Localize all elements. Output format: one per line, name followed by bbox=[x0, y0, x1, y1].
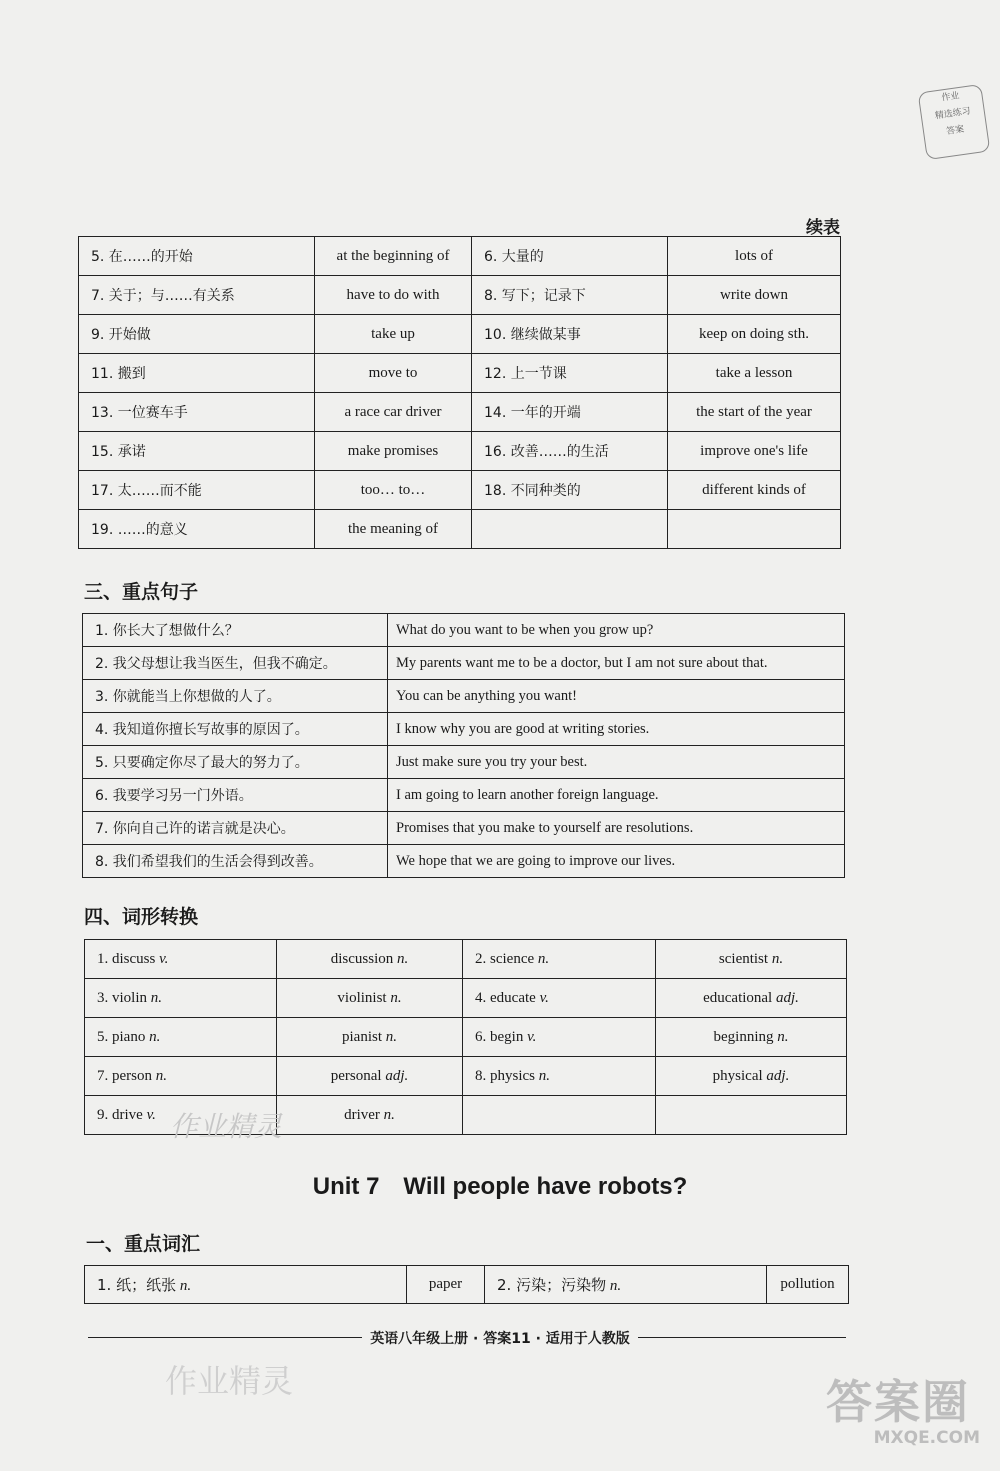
phrase-cn-cell: 10. 继续做某事 bbox=[472, 315, 668, 354]
question-cell bbox=[463, 1096, 656, 1135]
part-of-speech: v. bbox=[159, 950, 169, 967]
footer-text bbox=[0, 1328, 1000, 1348]
unit-title: Unit 7 Will people have robots? bbox=[312, 1173, 688, 1200]
question-cell bbox=[463, 1057, 656, 1096]
phrase-en-cell: at the beginning of bbox=[315, 237, 472, 276]
phrase-cn-cell: 13. 一位赛车手 bbox=[79, 393, 315, 432]
word-text: 8. physics bbox=[475, 1067, 535, 1084]
table-row bbox=[79, 510, 841, 549]
sentence-cn-cell: 7. 你向自己许的诺言就是决心。 bbox=[83, 812, 388, 845]
word-text: pollution bbox=[780, 1276, 835, 1292]
sentences-body bbox=[83, 614, 845, 878]
sentence-en-cell: What do you want to be when you grow up? bbox=[388, 614, 845, 647]
site-logo bbox=[826, 1376, 986, 1462]
table-row bbox=[85, 1266, 849, 1304]
answer-cell bbox=[656, 1018, 847, 1057]
phrase-cn-cell: 5. 在……的开始 bbox=[79, 237, 315, 276]
part-of-speech: v. bbox=[527, 1028, 537, 1045]
word-text: scientist bbox=[718, 950, 769, 967]
continued-label: 续表 bbox=[806, 218, 840, 238]
table-row bbox=[79, 354, 841, 393]
word-text: beginning bbox=[713, 1028, 774, 1045]
phrase-en-cell: improve one's life bbox=[668, 432, 841, 471]
table-row bbox=[83, 746, 845, 779]
word-text: driver bbox=[344, 1106, 380, 1123]
phrase-cn-cell: 11. 搬到 bbox=[79, 354, 315, 393]
sentence-en-cell: I know why you are good at writing stories. bbox=[388, 713, 845, 746]
phrase-en-cell: take a lesson bbox=[668, 354, 841, 393]
word-text: paper bbox=[428, 1276, 463, 1292]
sentence-cn-cell: 6. 我要学习另一门外语。 bbox=[83, 779, 388, 812]
sentence-cn-cell: 8. 我们希望我们的生活会得到改善。 bbox=[83, 845, 388, 878]
phrase-cn-cell bbox=[472, 510, 668, 549]
part-of-speech: v. bbox=[539, 989, 549, 1006]
answer-cell bbox=[656, 940, 847, 979]
vocab-table bbox=[84, 1265, 849, 1304]
phrase-en-cell: take up bbox=[315, 315, 472, 354]
phrase-en-cell: a race car driver bbox=[315, 393, 472, 432]
question-cell bbox=[85, 979, 277, 1018]
answer-cell bbox=[277, 1057, 463, 1096]
part-of-speech: n. bbox=[609, 1278, 622, 1294]
table-row bbox=[83, 845, 845, 878]
section1-title: 一、重点词汇 bbox=[86, 1233, 201, 1255]
phrase-cn-cell: 14. 一年的开端 bbox=[472, 393, 668, 432]
word-text: 5. piano bbox=[97, 1028, 146, 1045]
question-cell bbox=[85, 1018, 277, 1057]
section3-title: 三、重点句子 bbox=[84, 581, 199, 603]
word-text: physical bbox=[712, 1067, 763, 1084]
table-row bbox=[85, 1057, 847, 1096]
sentence-en-cell: We hope that we are going to improve our lives. bbox=[388, 845, 845, 878]
sentences-table bbox=[82, 613, 845, 878]
table-row bbox=[83, 680, 845, 713]
table-row bbox=[79, 393, 841, 432]
part-of-speech: v. bbox=[146, 1106, 156, 1123]
question-cell bbox=[85, 1266, 407, 1304]
part-of-speech: adj. bbox=[766, 1067, 790, 1084]
question-cell bbox=[485, 1266, 767, 1304]
answer-cell bbox=[656, 1057, 847, 1096]
part-of-speech: n. bbox=[179, 1278, 192, 1294]
logo-url: MXQE.COM bbox=[873, 1428, 980, 1448]
section4-title: 四、词形转换 bbox=[84, 906, 199, 928]
answer-cell bbox=[656, 1096, 847, 1135]
answer-cell bbox=[277, 1018, 463, 1057]
part-of-speech: n. bbox=[155, 1067, 167, 1084]
phrase-cn-cell: 18. 不同种类的 bbox=[472, 471, 668, 510]
phrase-cn-cell: 7. 关于；与……有关系 bbox=[79, 276, 315, 315]
phrase-cn-cell: 19. ……的意义 bbox=[79, 510, 315, 549]
table-row bbox=[79, 237, 841, 276]
word-text: pianist bbox=[342, 1028, 382, 1045]
phrase-cn-cell: 6. 大量的 bbox=[472, 237, 668, 276]
logo-mark: 答案圈 bbox=[826, 1375, 970, 1429]
question-cell bbox=[85, 1057, 277, 1096]
part-of-speech: n. bbox=[777, 1028, 789, 1045]
footer-label: 英语八年级上册 · 答案11 · 适用于人教版 bbox=[362, 1331, 638, 1347]
phrase-cn-cell: 9. 开始做 bbox=[79, 315, 315, 354]
watermark-text: 作业精灵 bbox=[170, 1110, 283, 1143]
part-of-speech: n. bbox=[538, 1067, 550, 1084]
phrase-cn-cell: 15. 承诺 bbox=[79, 432, 315, 471]
phrase-en-cell: write down bbox=[668, 276, 841, 315]
answer-cell bbox=[407, 1266, 485, 1304]
corner-stamp: 作业 精选练习 答案 bbox=[918, 84, 991, 160]
word-text: educational bbox=[703, 989, 773, 1006]
part-of-speech: adj. bbox=[775, 989, 799, 1006]
word-text: 2. science bbox=[475, 950, 535, 967]
phrase-cn-cell: 12. 上一节课 bbox=[472, 354, 668, 393]
sentence-en-cell: I am going to learn another foreign language. bbox=[388, 779, 845, 812]
sentence-en-cell: My parents want me to be a doctor, but I am not sure about that. bbox=[388, 647, 845, 680]
part-of-speech: n. bbox=[537, 950, 550, 967]
phrase-en-cell: lots of bbox=[668, 237, 841, 276]
phrase-en-cell: the start of the year bbox=[668, 393, 841, 432]
table-row bbox=[79, 276, 841, 315]
table-row bbox=[79, 315, 841, 354]
phrase-en-cell: the meaning of bbox=[315, 510, 472, 549]
phrase-en-cell: keep on doing sth. bbox=[668, 315, 841, 354]
word-text: 4. educate bbox=[475, 989, 536, 1006]
word-text: 1. 纸；纸张 bbox=[97, 1276, 177, 1294]
watermark-bottom: 作业精灵 bbox=[165, 1362, 294, 1400]
word-text: violinist bbox=[337, 989, 387, 1006]
question-cell bbox=[463, 940, 656, 979]
part-of-speech: n. bbox=[149, 1028, 161, 1045]
table-row bbox=[85, 1018, 847, 1057]
vocab-body bbox=[85, 1266, 849, 1304]
phrase-en-cell: have to do with bbox=[315, 276, 472, 315]
part-of-speech: n. bbox=[771, 950, 784, 967]
sentence-cn-cell: 5. 只要确定你尽了最大的努力了。 bbox=[83, 746, 388, 779]
table-row bbox=[83, 812, 845, 845]
word-text: discussion bbox=[330, 950, 394, 967]
answer-cell bbox=[656, 979, 847, 1018]
table-row bbox=[79, 471, 841, 510]
word-text: 3. violin bbox=[97, 989, 148, 1006]
table-row bbox=[79, 432, 841, 471]
answer-cell bbox=[277, 979, 463, 1018]
table-row bbox=[83, 713, 845, 746]
word-text: 7. person bbox=[97, 1067, 152, 1084]
table-row bbox=[83, 647, 845, 680]
table-row bbox=[83, 614, 845, 647]
word-text: personal bbox=[330, 1067, 382, 1084]
phrase-cn-cell: 17. 太……而不能 bbox=[79, 471, 315, 510]
sentence-cn-cell: 2. 我父母想让我当医生，但我不确定。 bbox=[83, 647, 388, 680]
part-of-speech: n. bbox=[397, 950, 409, 967]
phrase-cn-cell: 16. 改善……的生活 bbox=[472, 432, 668, 471]
sentence-cn-cell: 1. 你长大了想做什么？ bbox=[83, 614, 388, 647]
question-cell bbox=[463, 1018, 656, 1057]
phrase-en-cell bbox=[668, 510, 841, 549]
answer-cell bbox=[767, 1266, 849, 1304]
phrase-en-cell: make promises bbox=[315, 432, 472, 471]
phrases-body bbox=[79, 237, 841, 549]
part-of-speech: n. bbox=[390, 989, 402, 1006]
phrase-cn-cell: 8. 写下；记录下 bbox=[472, 276, 668, 315]
question-cell bbox=[463, 979, 656, 1018]
word-text: 2. 污染；污染物 bbox=[497, 1276, 607, 1294]
phrase-en-cell: different kinds of bbox=[668, 471, 841, 510]
answer-cell bbox=[277, 940, 463, 979]
word-text: 6. begin bbox=[475, 1028, 524, 1045]
sentence-en-cell: You can be anything you want! bbox=[388, 680, 845, 713]
word-text: 9. drive bbox=[97, 1106, 143, 1123]
sentence-en-cell: Just make sure you try your best. bbox=[388, 746, 845, 779]
table-row bbox=[83, 779, 845, 812]
sentence-cn-cell: 3. 你就能当上你想做的人了。 bbox=[83, 680, 388, 713]
answer-cell bbox=[277, 1096, 463, 1135]
question-cell bbox=[85, 940, 277, 979]
sentence-cn-cell: 4. 我知道你擅长写故事的原因了。 bbox=[83, 713, 388, 746]
phrase-en-cell: too… to… bbox=[315, 471, 472, 510]
part-of-speech: n. bbox=[383, 1106, 395, 1123]
sentence-en-cell: Promises that you make to yourself are resolutions. bbox=[388, 812, 845, 845]
part-of-speech: n. bbox=[150, 989, 163, 1006]
table-row bbox=[85, 979, 847, 1018]
word-text: 1. discuss bbox=[97, 950, 156, 967]
part-of-speech: n. bbox=[385, 1028, 397, 1045]
part-of-speech: adj. bbox=[385, 1067, 409, 1084]
phrases-table bbox=[78, 236, 841, 549]
phrase-en-cell: move to bbox=[315, 354, 472, 393]
table-row bbox=[85, 940, 847, 979]
